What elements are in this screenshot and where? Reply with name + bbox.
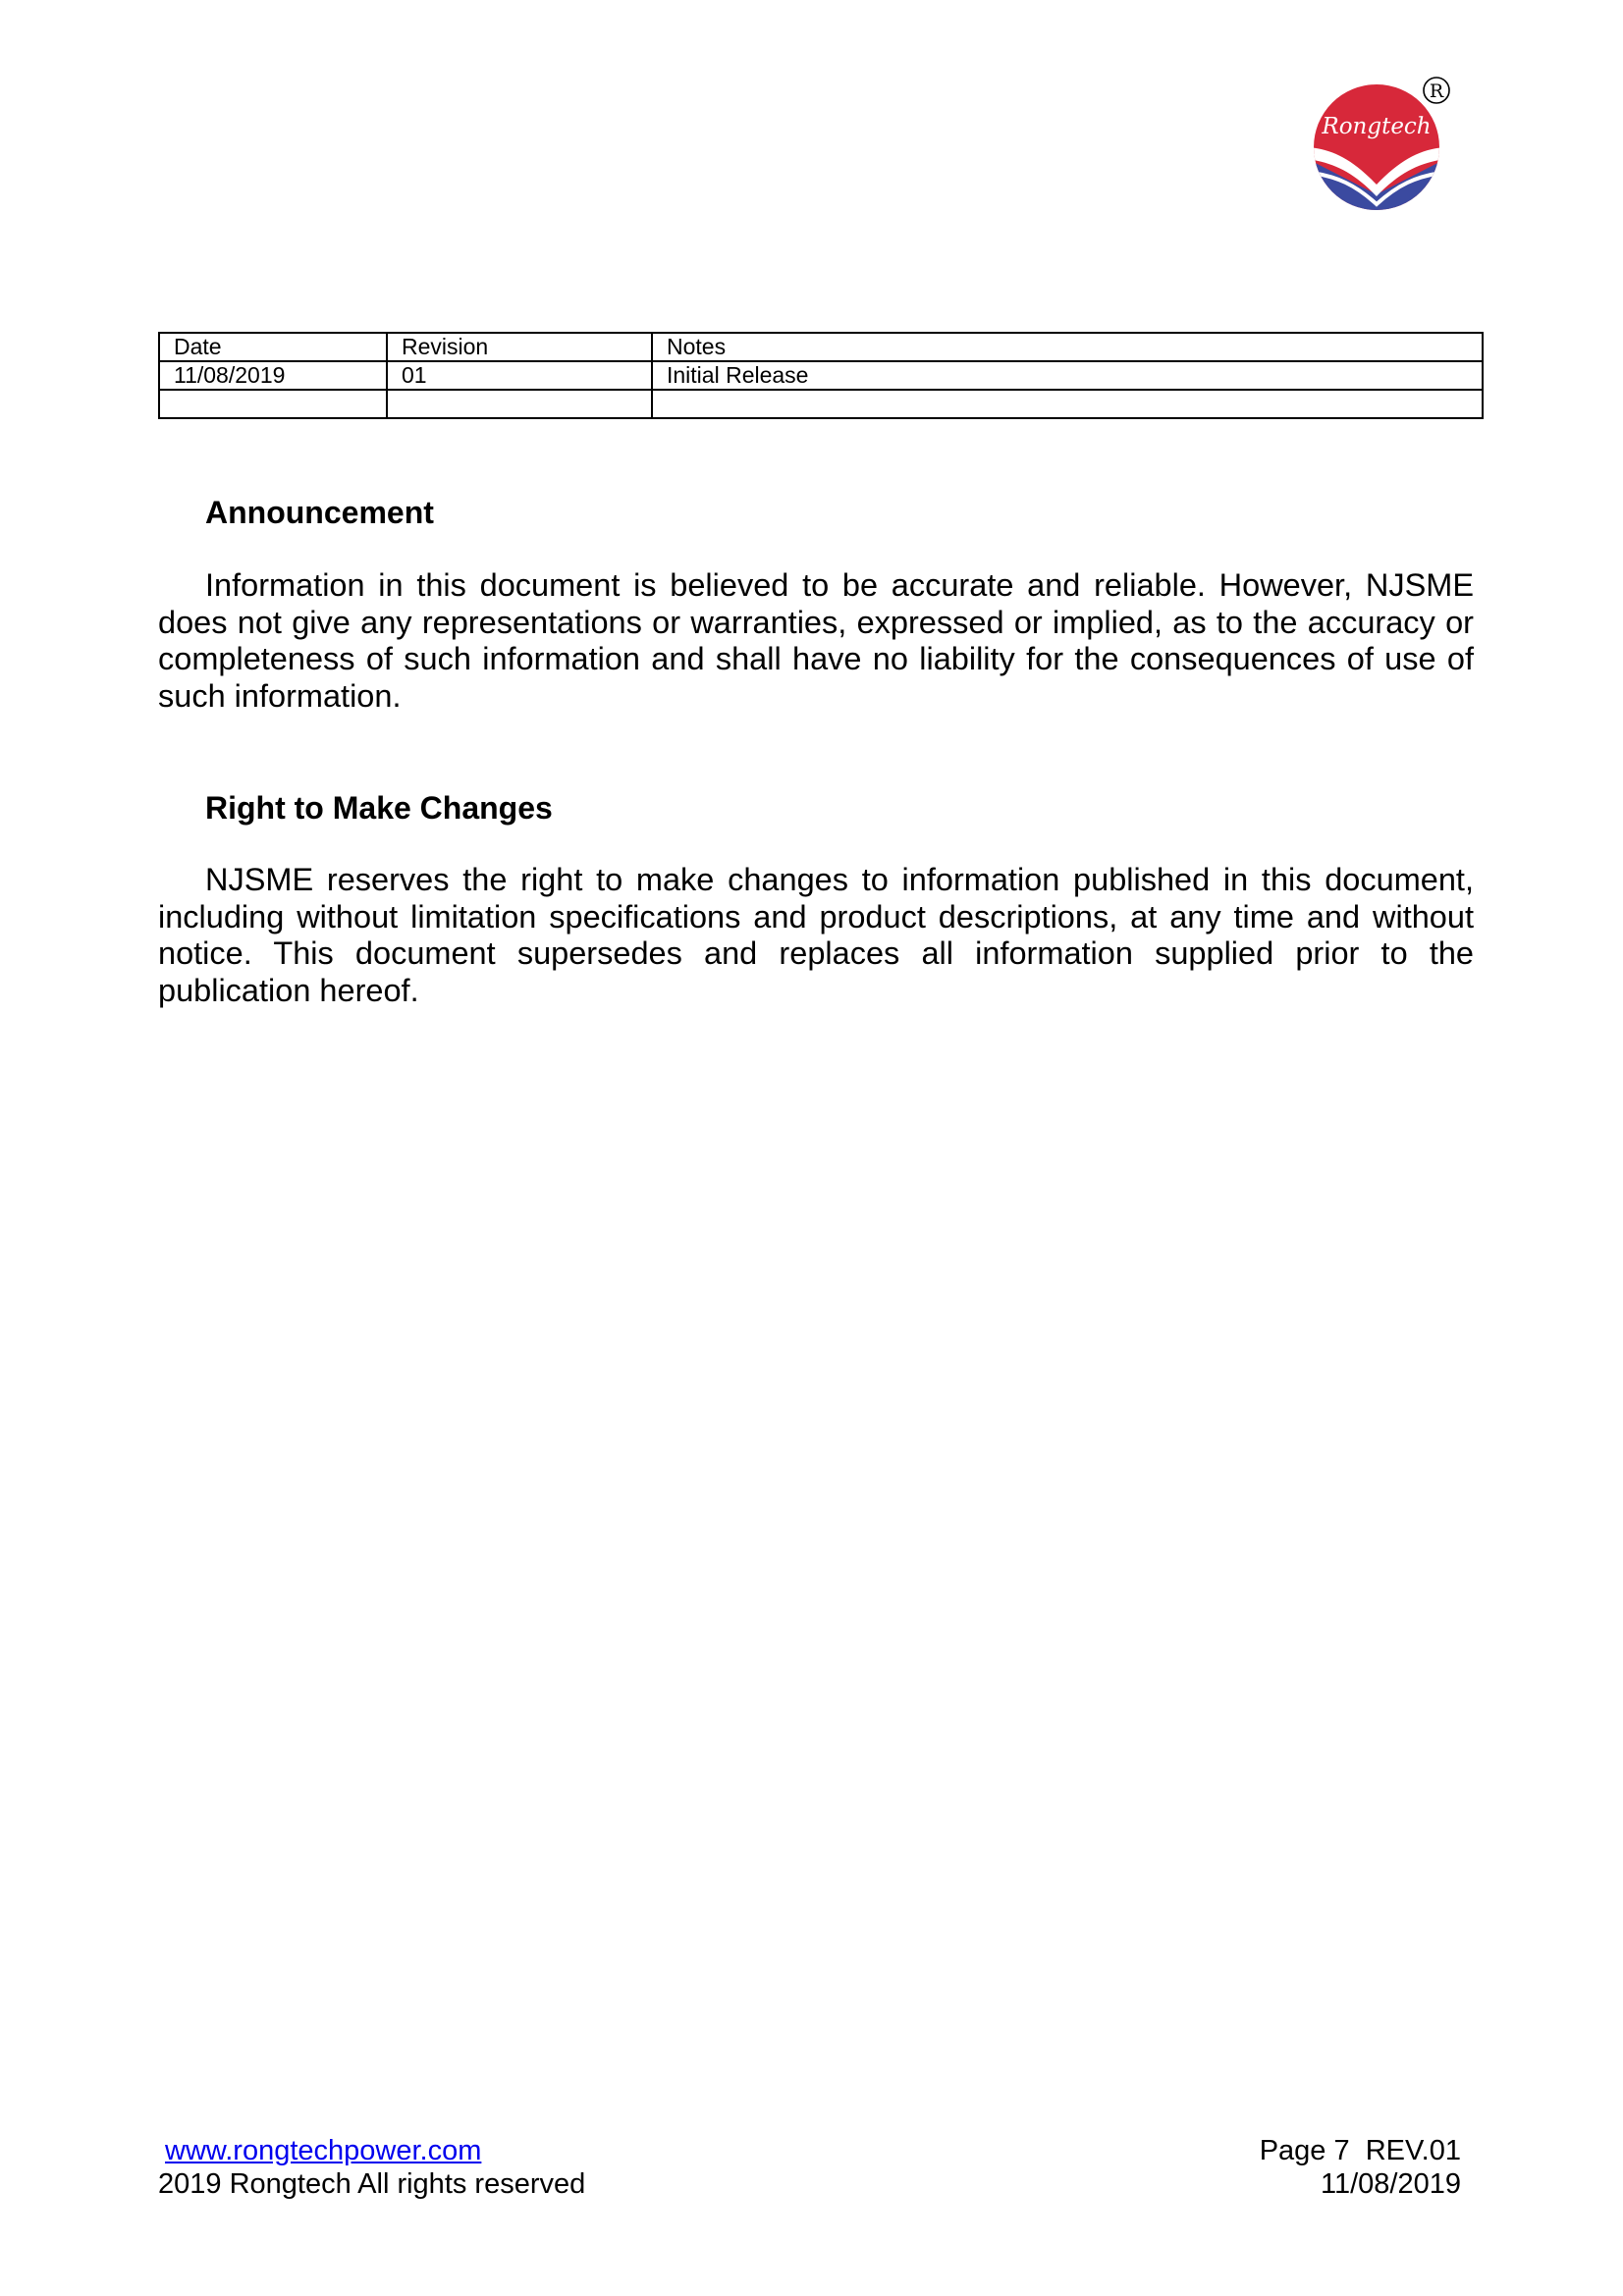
header-date: Date — [159, 333, 387, 361]
changes-body: NJSME reserves the right to make changes to information published in this document, including without limitation specifications and product descriptions, at any time and without notice. This document supersedes and replaces all information supplied prior to the publication hereof. — [158, 862, 1474, 1008]
copyright-text: 2019 Rongtech All rights reserved — [158, 2168, 586, 2200]
cell-date — [159, 390, 387, 418]
table-row — [159, 361, 1483, 390]
website-link[interactable]: www.rongtechpower.com — [165, 2135, 482, 2166]
revision-table — [158, 332, 1484, 419]
table-row — [159, 390, 1483, 418]
header-revision: Revision — [387, 333, 652, 361]
svg-text:R: R — [1429, 80, 1444, 102]
footer-left — [158, 2134, 585, 2201]
cell-notes: Initial Release — [652, 361, 1483, 390]
cell-date: 11/08/2019 — [159, 361, 387, 390]
table-header-row — [159, 333, 1483, 361]
cell-notes — [652, 390, 1483, 418]
footer-right — [1260, 2134, 1461, 2201]
announcement-body: Information in this document is believed to be accurate and reliable. However, NJSME does not give any representations or warranties, expressed or implied, as to the accuracy or completeness of such information and shall have no liability for the consequences of use of such information. — [158, 567, 1474, 714]
footer-date: 11/08/2019 — [1321, 2168, 1461, 2200]
changes-heading: Right to Make Changes — [205, 790, 553, 826]
header-notes: Notes — [652, 333, 1483, 361]
cell-revision: 01 — [387, 361, 652, 390]
logo-brand-text: Rongtech — [1322, 114, 1432, 139]
page-number: Page 7 REV.01 — [1259, 2135, 1461, 2166]
announcement-heading: Announcement — [205, 495, 434, 530]
cell-revision — [387, 390, 652, 418]
rongtech-logo — [1298, 69, 1455, 216]
